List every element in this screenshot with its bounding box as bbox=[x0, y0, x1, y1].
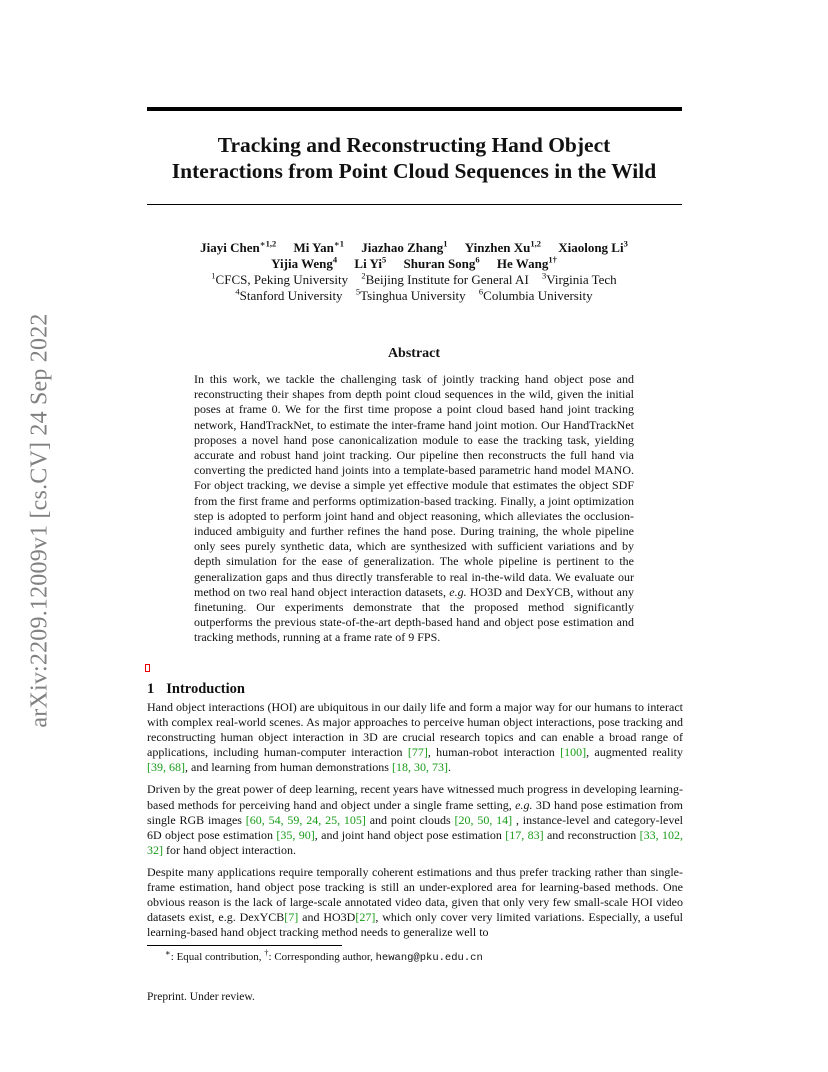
affiliation: $^3$Virginia Tech bbox=[542, 270, 617, 287]
affiliation: $^2$Beijing Institute for General AI bbox=[361, 270, 529, 287]
intro-paragraph-2: Driven by the great power of deep learning, recent years have witnessed much progress in developing learning-based methods for perceiving hand and object under a single frame setting, e.g. 3D hand pose estimation from single RGB images [60, 54, 59, 24, 25, 105] and point clouds [20, 50, 14] , instance-level and category-level 6D object pose estimation [35, 90], and joint hand object pose estimation [17, 83] and reconstruction [33, 102, 32] for hand object interaction. bbox=[147, 782, 684, 857]
introduction-body bbox=[147, 700, 683, 947]
section-heading-introduction bbox=[147, 681, 245, 698]
title-line-1: Tracking and Reconstructing Hand Object bbox=[217, 133, 611, 157]
citation-link[interactable]: [33, 102, 32] bbox=[147, 827, 683, 857]
preprint-notice: Preprint. Under review. bbox=[147, 991, 255, 1003]
link-marker bbox=[145, 664, 150, 672]
citation-link[interactable]: [7] bbox=[284, 910, 299, 925]
author-name: Jiayi Chen$^{∗1,2}$ bbox=[200, 238, 277, 255]
citation-link[interactable]: [18, 30, 73] bbox=[391, 760, 448, 775]
author-name: Li Yi$^5$ bbox=[354, 254, 387, 271]
citation-link[interactable]: [17, 83] bbox=[505, 827, 544, 842]
author-name: Jiazhao Zhang$^1$ bbox=[361, 238, 448, 255]
intro-paragraph-3: Despite many applications require temporally coherent estimations and thus prefer tracking rather than single-frame estimation, hand object pose tracking is still an under-explored area for learning-based methods. One obvious reason is the lack of large-scale annotated video data, given that only very few small-scale HOI video datasets exist, e.g. DexYCB[7] and HO3D[27], which only cover very limited variations. Especially, a useful learning-based hand object tracking method needs to generalize well to bbox=[147, 864, 683, 940]
affiliation: $^5$Tsinghua University bbox=[355, 286, 466, 303]
affiliation: $^4$Stanford University bbox=[235, 286, 343, 303]
author-name: Xiaolong Li$^3$ bbox=[558, 238, 628, 255]
title-line-2: Interactions from Point Cloud Sequences in the Wild bbox=[171, 159, 657, 183]
citation-link[interactable]: [60, 54, 59, 24, 25, 105] bbox=[245, 812, 366, 827]
author-block bbox=[120, 240, 708, 304]
arxiv-identifier: arXiv:2209.12009v1 [cs.CV] 24 Sep 2022 bbox=[26, 313, 53, 728]
author-name: Shuran Song$^6$ bbox=[403, 254, 480, 271]
section-number: 1 bbox=[147, 681, 155, 697]
citation-link[interactable]: [100] bbox=[560, 745, 587, 760]
abstract-heading: Abstract bbox=[387, 346, 441, 361]
paper-title bbox=[120, 132, 708, 184]
author-name: Yinzhen Xu$^{1,2}$ bbox=[464, 238, 541, 255]
author-name: Mi Yan$^{∗1}$ bbox=[293, 238, 344, 255]
footnote-rule bbox=[147, 945, 342, 946]
title-rule-top bbox=[147, 107, 682, 111]
affiliation: $^6$Columbia University bbox=[478, 286, 593, 303]
arxiv-stamp-wrapper bbox=[20, 283, 60, 758]
author-email: hewang@pku.edu.cn bbox=[375, 952, 483, 964]
citation-link[interactable]: [35, 90] bbox=[276, 827, 315, 842]
citation-link[interactable]: [20, 50, 14] bbox=[454, 812, 513, 827]
author-row-1 bbox=[120, 240, 708, 256]
footnote: ∗: Equal contribution, †: Corresponding author, hewang@pku.edu.cn bbox=[165, 947, 483, 964]
author-name: He Wang$^{1\dagger}$ bbox=[496, 254, 557, 271]
title-rule-bottom bbox=[147, 204, 682, 205]
abstract-text: In this work, we tackle the challenging task of jointly tracking hand object pose and reconstructing their shapes from depth point cloud sequences in the wild, given the initial poses at frame 0. We for the first time propose a point cloud based hand joint tracking network, HandTrackNet, to estimate the inter-frame hand joint motion. Our HandTrackNet proposes a novel hand pose canonicalization module to ease the tracking task, yielding accurate and robust hand joint tracking. Our pipeline then reconstructs the full hand via converting the predicted hand joints into a template-based parametric hand model MANO. For object tracking, we devise a simple yet effective module that estimates the object SDF from the first frame and performs optimization-based tracking. Finally, a joint optimization step is adopted to perform joint hand and object reasoning, which alleviates the occlusion-induced ambiguity and further refines the hand pose. During training, the whole pipeline only sees purely synthetic data, which are synthesized with sufficient variations and by depth simulation for the ease of generalization. The whole pipeline is pertinent to the generalization gaps and thus directly transferable to real in-the-wild data. We evaluate our method on two real hand object interaction datasets, e.g. HO3D and DexYCB, without any finetuning. Our experiments demonstrate that the proposed method significantly outperforms the previous state-of-the-art depth-based hand and object pose estimation and tracking methods, running at a frame rate of 9 FPS. bbox=[194, 372, 635, 645]
intro-paragraph-1: Hand object interactions (HOI) are ubiquitous in our daily life and form a major way for our humans to interact with complex real-world scenes. As major approaches to perceive human object interactions, pose tracking and reconstructing human object interaction in 3D are crucial research topics and can enable a broad range of applications, including human-computer interaction [77], human-robot interaction [100], augmented reality [39, 68], and learning from human demonstrations [18, 30, 73]. bbox=[147, 700, 683, 775]
author-name: Yijia Weng$^4$ bbox=[271, 254, 338, 271]
author-row-2 bbox=[120, 256, 708, 272]
affiliation: $^1$CFCS, Peking University bbox=[211, 270, 349, 287]
affiliation-row-2 bbox=[120, 288, 708, 304]
affiliation-row-1 bbox=[120, 272, 708, 288]
citation-link[interactable]: [77] bbox=[407, 745, 428, 760]
section-title: Introduction bbox=[166, 681, 245, 697]
citation-link[interactable]: [39, 68] bbox=[147, 760, 185, 775]
citation-link[interactable]: [27] bbox=[355, 910, 376, 925]
